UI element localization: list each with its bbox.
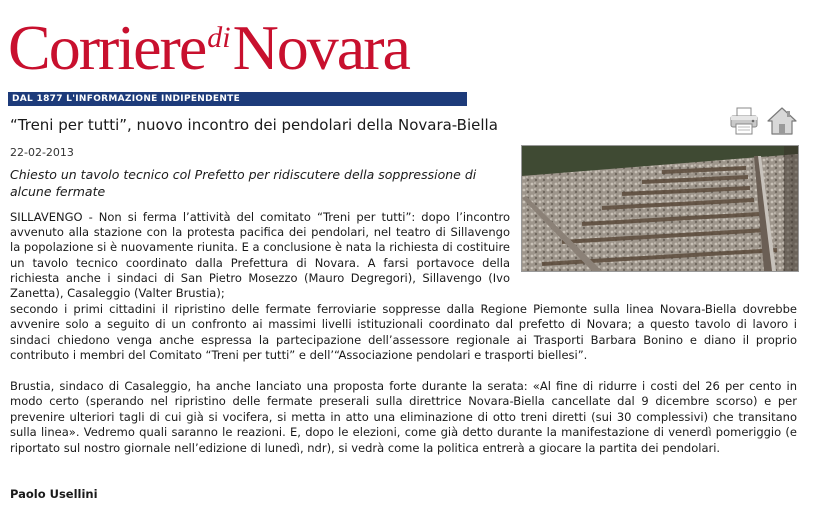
print-button[interactable] xyxy=(728,106,760,136)
article-paragraph-2: Brustia, sindaco di Casaleggio, ha anche lanciato una proposta forte durante la serata: «Al fine di ridurre i costi del 26 per cento in modo certo (sperando nel ripristino delle fermate preserali sulla direttrice Novara-Biella cancellate dal 9 dicembre scorso) e per prevenire ulteriori tagli di cui già si vocifera, si metta in atto una eliminazione di otto treni diretti (sui 30 complessivi) che transitano sulla linea». Vedremo quali saranno le reazioni. E, dopo le elezioni, come già detto durante la manifestazione di venerdì pomeriggio (e riportato sul nostro giornale nell’edizione di lunedì, ndr), si vedrà come la politica entrerà a giocare la partita dei pendolari. xyxy=(10,379,797,455)
article-subtitle: Chiesto un tavolo tecnico col Prefetto per ridiscutere della soppressione di alcune fermate xyxy=(10,167,477,199)
newspaper-logo[interactable] xyxy=(8,4,468,92)
logo-part2: Novara xyxy=(232,12,409,83)
article-author: Paolo Usellini xyxy=(10,487,98,501)
tagline: DAL 1877 L'INFORMAZIONE INDIPENDENTE xyxy=(8,92,467,106)
logo-part1: Corriere xyxy=(8,12,206,83)
printer-icon xyxy=(728,106,760,136)
home-button[interactable] xyxy=(766,106,798,136)
masthead xyxy=(8,4,468,104)
home-icon xyxy=(766,106,798,136)
article-title: “Treni per tutti”, nuovo incontro dei pendolari della Novara-Biella xyxy=(10,116,498,134)
logo-di: di xyxy=(207,21,231,54)
article-tools xyxy=(728,106,800,136)
article-date: 22-02-2013 xyxy=(10,146,74,159)
article-paragraph-1-rest: secondo i primi cittadini il ripristino delle fermate ferroviarie soppresse dalla Regione Piemonte sulla linea Novara-Biella dovrebbe avvenire solo a seguito di un confronto ai massimi livelli istituzionali coordinato dal prefetto di Novara; a questo tavolo di lavoro i sindaci chiedono venga anche espressa la partecipazione dell’assessore regionale ai Trasporti Barbara Bonino e diano il proprio contributo i membri del Comitato “Treni per tutti” e dell’“Associazione pendolari e trasporti biellesi”. xyxy=(10,302,797,363)
railway-track-photo xyxy=(521,145,799,272)
article-paragraph-1-lead: SILLAVENGO - Non si ferma l’attività del comitato “Treni per tutti”: dopo l’incontro avvenuto alla stazione con la protesta pacifica dei pendolari, nel teatro di Sillavengo la popolazione si è nuovamente riunita. E a conclusione è nata la richiesta di costituire un tavolo tecnico coordinato dalla Prefettura di Novara. A farsi portavoce della richiesta anche i sindaci di San Pietro Mosezzo (Mauro Degregori), Sillavengo (Ivo Zanetta), Casaleggio (Valter Brustia); xyxy=(10,210,510,301)
